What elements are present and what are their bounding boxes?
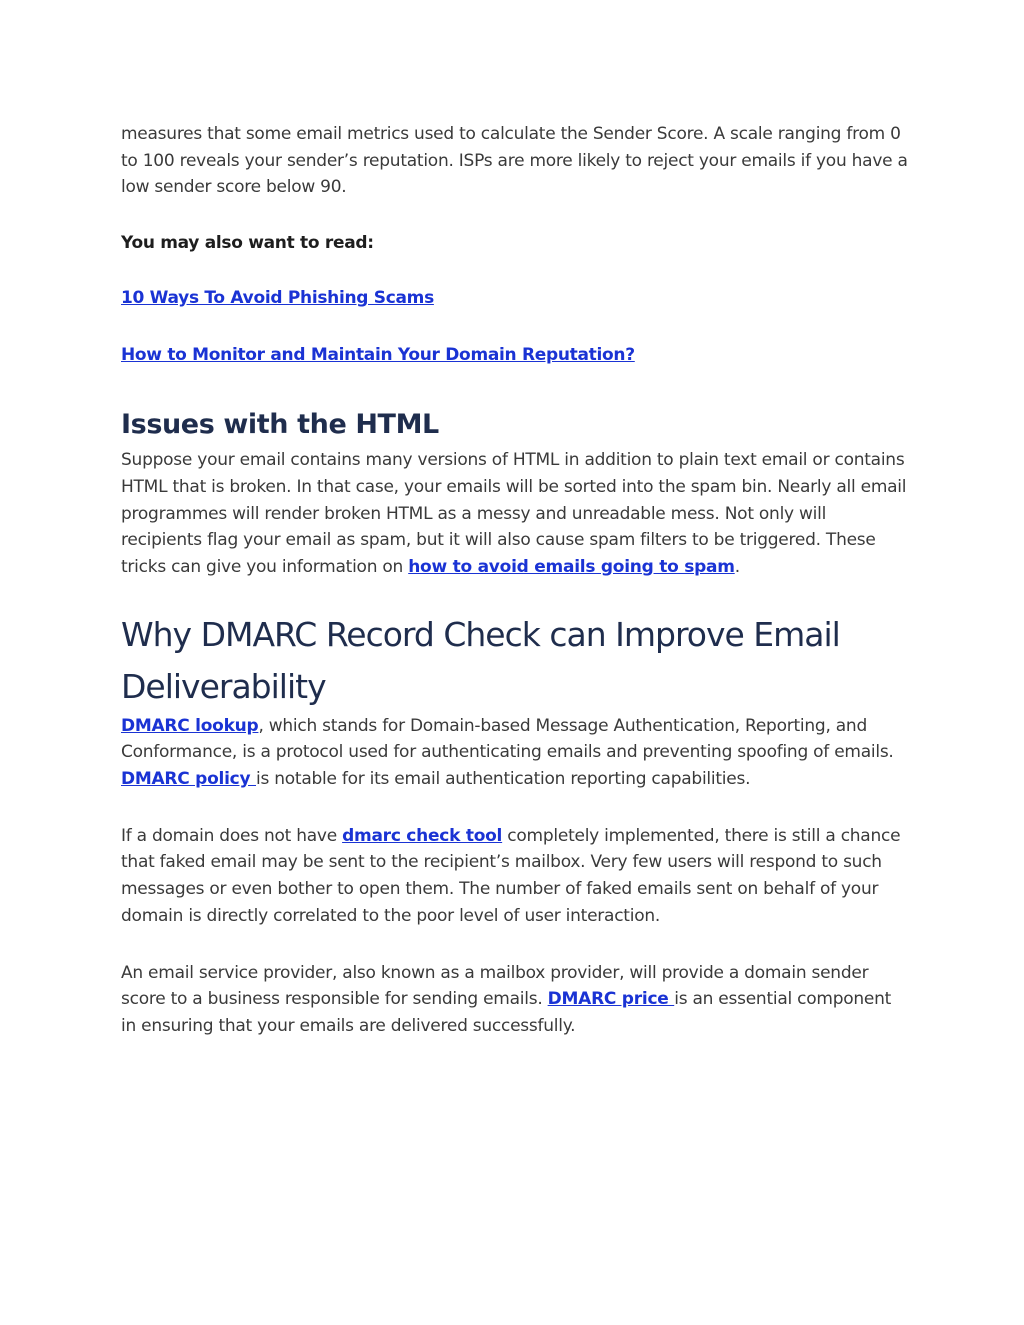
dmarc-check-tool-link[interactable]: dmarc check tool [342, 825, 503, 846]
related-link-row [121, 285, 911, 311]
dmarc-paragraph-2 [121, 823, 911, 930]
dmarc-text: completely implemented, there is still a chance that faked email may be sent to the recipient’s mailbox. Very few users will respond to such messages or even bother to open them. The number of faked emails sent on behalf of your domain is directly correlated to the poor level of user interaction. [121, 825, 901, 926]
section-heading-html-issues: Issues with the HTML [121, 409, 439, 441]
intro-paragraph: measures that some email metrics used to calculate the Sender Score. A scale ranging from 0 to 100 reveals your sender’s reputation. ISPs are more likely to reject your emails if you have a low sender score below 90. [121, 124, 908, 198]
related-link-phishing[interactable]: 10 Ways To Avoid Phishing Scams [121, 288, 434, 309]
section-heading-dmarc: Why DMARC Record Check can Improve Email Deliverability [121, 614, 840, 706]
also-read-label: You may also want to read: [121, 233, 374, 254]
dmarc-text: is notable for its email authentication reporting capabilities. [256, 769, 751, 790]
dmarc-paragraph-1 [121, 713, 911, 793]
document-page [121, 121, 911, 1040]
dmarc-policy-link[interactable]: DMARC policy [121, 769, 256, 790]
avoid-spam-link[interactable]: how to avoid emails going to spam [408, 556, 735, 577]
dmarc-text: is an essential component in ensuring that your emails are delivered successfully. [121, 989, 892, 1036]
html-issues-paragraph [121, 447, 911, 581]
dmarc-text: An email service provider, also known as a mailbox provider, will provide a domain sender score to a business responsible for sending emails. [121, 962, 869, 1010]
dmarc-text: If a domain does not have [121, 825, 343, 846]
html-issues-text-end: . [734, 556, 740, 577]
html-issues-text: Suppose your email contains many versions of HTML in addition to plain text email or contains HTML that is broken. In that case, your emails will be sorted into the spam bin. Nearly all email programmes will render broken HTML as a messy and unreadable mess. Not only will recipients flag your email as spam, but it will also cause spam filters to be triggered. These tricks can give you information on [121, 450, 907, 577]
dmarc-lookup-link[interactable]: DMARC lookup [121, 715, 259, 736]
related-link-row [121, 342, 911, 368]
related-link-domain-reputation[interactable]: How to Monitor and Maintain Your Domain Reputation? [121, 345, 635, 366]
dmarc-paragraph-3 [121, 960, 911, 1040]
dmarc-price-link[interactable]: DMARC price [547, 989, 675, 1010]
dmarc-text: , which stands for Domain-based Message Authentication, Reporting, and Conformance, is a protocol used for authenticating emails and preventing spoofing of emails. [121, 715, 894, 763]
